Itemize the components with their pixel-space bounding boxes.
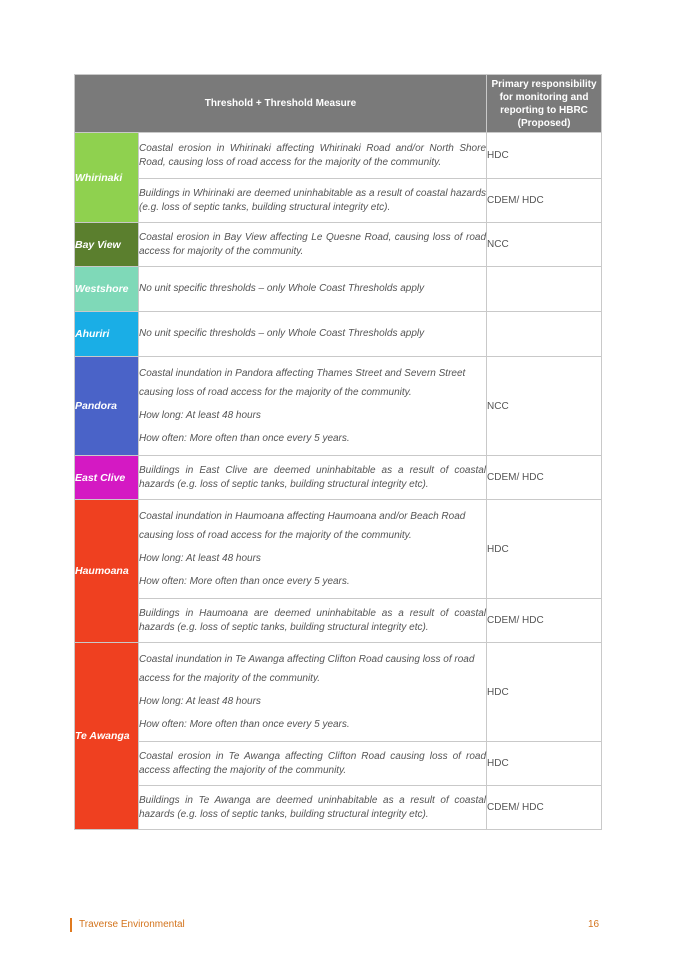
footer-company: Traverse Environmental	[70, 918, 185, 932]
threshold-description	[139, 223, 487, 267]
responsibility-value: HDC	[487, 500, 602, 599]
threshold-line: No unit specific thresholds – only Whole Coast Thresholds apply	[139, 328, 425, 339]
responsibility-value: HDC	[487, 133, 602, 179]
area-label: Ahuriri	[75, 312, 139, 357]
threshold-line: How long: At least 48 hours	[139, 696, 261, 707]
threshold-description	[139, 267, 487, 312]
area-label: Whirinaki	[75, 133, 139, 223]
threshold-line: Coastal inundation in Te Awanga affecting Clifton Road causing loss of road access for the majority of the community.	[139, 654, 475, 684]
threshold-line: How often: More often than once every 5 years.	[139, 433, 350, 444]
area-label: Westshore	[75, 267, 139, 312]
responsibility-header: Primary responsibility for monitoring and reporting to HBRC (Proposed)	[487, 75, 602, 133]
threshold-description	[139, 133, 487, 179]
threshold-line: How long: At least 48 hours	[139, 553, 261, 564]
responsibility-value: NCC	[487, 357, 602, 456]
threshold-line: Coastal inundation in Pandora affecting Thames Street and Severn Street causing loss of road access for the majority of the community.	[139, 368, 466, 398]
threshold-description	[139, 643, 487, 742]
responsibility-value: HDC	[487, 643, 602, 742]
table-row	[75, 133, 602, 179]
threshold-line: Buildings in Te Awanga are deemed uninhabitable as a result of coastal hazards (e.g. loss of septic tanks, building structural integrity etc).	[139, 794, 487, 820]
responsibility-value: CDEM/ HDC	[487, 599, 602, 643]
table-row	[75, 179, 602, 223]
threshold-line: How often: More often than once every 5 years.	[139, 719, 350, 730]
table-row	[75, 357, 602, 456]
responsibility-value: CDEM/ HDC	[487, 179, 602, 223]
threshold-description	[139, 599, 487, 643]
table-row	[75, 742, 602, 786]
threshold-description	[139, 500, 487, 599]
threshold-line: Coastal erosion in Bay View affecting Le Quesne Road, causing loss of road access for majority of the community.	[139, 231, 487, 257]
threshold-description	[139, 456, 487, 500]
table-row	[75, 267, 602, 312]
table-row	[75, 643, 602, 742]
threshold-line: How long: At least 48 hours	[139, 410, 261, 421]
threshold-header: Threshold + Threshold Measure	[75, 75, 487, 133]
threshold-description	[139, 179, 487, 223]
responsibility-value	[487, 312, 602, 357]
table-row	[75, 312, 602, 357]
responsibility-value: HDC	[487, 742, 602, 786]
area-label: Bay View	[75, 223, 139, 267]
table-header-row	[75, 75, 602, 133]
table-row	[75, 599, 602, 643]
area-label: Haumoana	[75, 500, 139, 643]
responsibility-value	[487, 267, 602, 312]
threshold-line: Buildings in Whirinaki are deemed uninhabitable as a result of coastal hazards (e.g. loss of septic tanks, building structural integrity etc).	[139, 187, 487, 213]
threshold-line: Coastal erosion in Te Awanga affecting Clifton Road causing loss of road access affecting the majority of the community.	[139, 750, 487, 776]
area-label: Pandora	[75, 357, 139, 456]
threshold-description	[139, 786, 487, 830]
threshold-description	[139, 357, 487, 456]
table-row	[75, 456, 602, 500]
threshold-line: Buildings in Haumoana are deemed uninhabitable as a result of coastal hazards (e.g. loss of septic tanks, building structural integrity etc).	[139, 607, 487, 633]
table-row	[75, 500, 602, 599]
threshold-table	[74, 74, 602, 830]
area-label: East Clive	[75, 456, 139, 500]
table-row	[75, 223, 602, 267]
threshold-line: Coastal erosion in Whirinaki affecting Whirinaki Road and/or North Shore Road, causing loss of road access for the majority of the community.	[139, 142, 487, 168]
page-number: 16	[588, 919, 600, 930]
threshold-line: Coastal inundation in Haumoana affecting Haumoana and/or Beach Road causing loss of road access for the majority of the community.	[139, 511, 466, 541]
threshold-line: Buildings in East Clive are deemed uninhabitable as a result of coastal hazards (e.g. loss of septic tanks, building structural integrity etc).	[139, 464, 487, 490]
threshold-line: No unit specific thresholds – only Whole Coast Thresholds apply	[139, 283, 425, 294]
table-row	[75, 786, 602, 830]
responsibility-value: NCC	[487, 223, 602, 267]
threshold-description	[139, 312, 487, 357]
threshold-line: How often: More often than once every 5 years.	[139, 576, 350, 587]
threshold-description	[139, 742, 487, 786]
area-label: Te Awanga	[75, 643, 139, 830]
responsibility-value: CDEM/ HDC	[487, 456, 602, 500]
responsibility-value: CDEM/ HDC	[487, 786, 602, 830]
